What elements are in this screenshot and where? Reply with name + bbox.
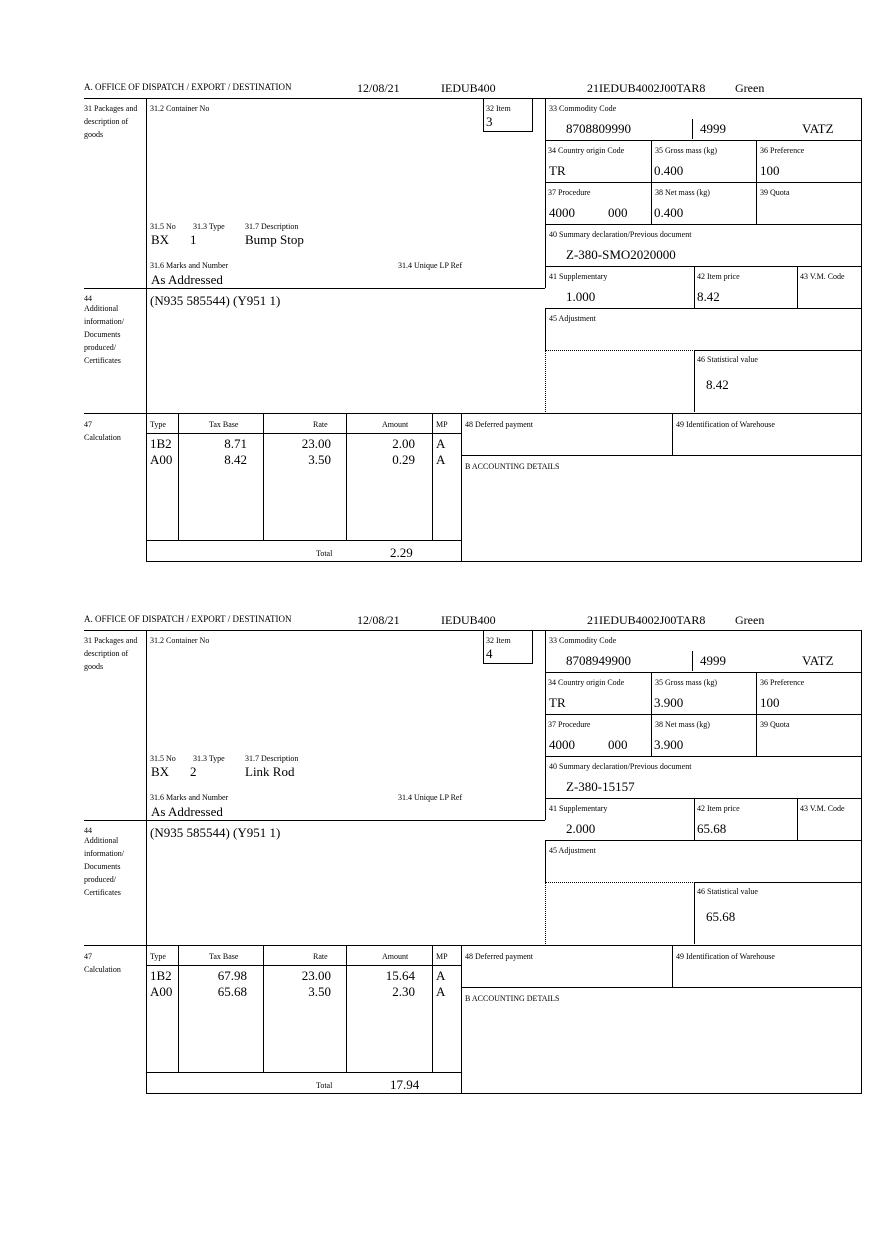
total-value: 17.94 [390, 1077, 420, 1092]
commodity-vat: VATZ [802, 121, 834, 136]
preference-label: 36 Preference [760, 146, 805, 155]
calc-mp-cell: A [436, 436, 446, 451]
calc-type-cell: A00 [150, 984, 173, 999]
calc-rate-cell: 23.00 [301, 436, 331, 451]
declaration-reference: 21IEDUB4002J00TAR8 [587, 613, 706, 627]
container-label: 31.2 Container No [150, 104, 210, 113]
pkg-type-label: 31.3 Type [193, 754, 225, 763]
net-mass-label: 38 Net mass (kg) [655, 720, 710, 729]
item-price-label: 42 Item price [697, 272, 740, 281]
item-label: 32 Item [486, 636, 511, 645]
item-label: 32 Item [486, 104, 511, 113]
status-badge: Green [735, 81, 765, 95]
unique-lp-label: 31.4 Unique LP Ref [398, 793, 463, 802]
procedure-label: 37 Procedure [548, 188, 591, 197]
statistical-label: 46 Statistical value [697, 887, 758, 896]
col-tax-base-header: Tax Base [209, 952, 239, 961]
office-header-label: A. OFFICE OF DISPATCH / EXPORT / DESTINATION [84, 614, 292, 624]
total-value: 2.29 [390, 545, 413, 560]
office-header-label: A. OFFICE OF DISPATCH / EXPORT / DESTINATION [84, 82, 292, 92]
statistical-label: 46 Statistical value [697, 355, 758, 364]
calc-tax-base-cell: 65.68 [217, 984, 247, 999]
office-code: IEDUB400 [441, 613, 496, 627]
gross-mass-value: 0.400 [654, 163, 684, 178]
calc-tax-base-cell: 8.71 [224, 436, 247, 451]
total-label: Total [316, 1081, 333, 1090]
summary-label: 40 Summary declaration/Previous document [549, 762, 692, 771]
supplementary-label: 41 Supplementary [549, 804, 608, 813]
calc-type-cell: 1B2 [150, 968, 172, 983]
commodity-additional: 4999 [700, 121, 726, 136]
status-badge: Green [735, 613, 765, 627]
commodity-code: 8708949900 [566, 653, 631, 668]
commodity-label: 33 Commodity Code [549, 104, 617, 113]
declaration-item-form [0, 532, 882, 1092]
commodity-vat: VATZ [802, 653, 834, 668]
statistical-value: 8.42 [706, 377, 729, 392]
calc-tax-base-cell: 8.42 [224, 452, 247, 467]
gross-mass-label: 35 Gross mass (kg) [655, 678, 717, 687]
adjustment-label: 45 Adjustment [549, 846, 596, 855]
calc-tax-base-cell: 67.98 [217, 968, 247, 983]
commodity-additional: 4999 [700, 653, 726, 668]
country-origin-value: TR [549, 695, 566, 710]
adjustment-label: 45 Adjustment [549, 314, 596, 323]
col-amount-header: Amount [382, 952, 409, 961]
procedure-value: 4000 [549, 205, 575, 220]
pkg-type-label: 31.3 Type [193, 222, 225, 231]
calc-rate-cell: 3.50 [308, 984, 331, 999]
marks-label: 31.6 Marks and Number [150, 261, 229, 270]
procedure-label: 37 Procedure [548, 720, 591, 729]
packages-label: 31 Packages and description of goods [84, 104, 138, 139]
pkg-desc-label: 31.7 Description [245, 222, 299, 231]
deferred-label: 48 Deferred payment [465, 420, 533, 429]
calc-amount-cell: 0.29 [392, 452, 415, 467]
gross-mass-label: 35 Gross mass (kg) [655, 146, 717, 155]
declaration-date: 12/08/21 [357, 613, 400, 627]
calc-mp-cell: A [436, 984, 446, 999]
deferred-label: 48 Deferred payment [465, 952, 533, 961]
calc-label: Calculation [84, 965, 121, 974]
calc-mp-cell: A [436, 968, 446, 983]
procedure-value: 4000 [549, 737, 575, 752]
item-price-value: 65.68 [697, 821, 727, 836]
net-mass-value: 0.400 [654, 205, 684, 220]
net-mass-label: 38 Net mass (kg) [655, 188, 710, 197]
procedure-additional: 000 [608, 737, 628, 752]
marks-value: As Addressed [151, 272, 223, 287]
accounting-label: B ACCOUNTING DETAILS [465, 994, 560, 1003]
calc-amount-cell: 2.30 [392, 984, 415, 999]
supplementary-value: 1.000 [566, 289, 596, 304]
calc-amount-cell: 2.00 [392, 436, 415, 451]
col-rate-header: Rate [313, 952, 328, 961]
pkg-no-value: BX [151, 764, 170, 779]
office-code: IEDUB400 [441, 81, 496, 95]
item-price-value: 8.42 [697, 289, 720, 304]
statistical-value: 65.68 [706, 909, 736, 924]
unique-lp-label: 31.4 Unique LP Ref [398, 261, 463, 270]
commodity-code: 8708809990 [566, 121, 631, 136]
calc-number: 47 [84, 952, 92, 961]
marks-value: As Addressed [151, 804, 223, 819]
preference-value: 100 [760, 163, 780, 178]
item-number: 4 [486, 646, 493, 661]
vm-code-label: 43 V.M. Code [800, 804, 845, 813]
supplementary-label: 41 Supplementary [549, 272, 608, 281]
calc-mp-cell: A [436, 452, 446, 467]
summary-document: Z-380-15157 [566, 779, 635, 794]
net-mass-value: 3.900 [654, 737, 684, 752]
calc-label: Calculation [84, 433, 121, 442]
country-origin-label: 34 Country origin Code [548, 146, 625, 155]
col-type-header: Type [150, 952, 166, 961]
pkg-type-value: 1 [190, 232, 197, 247]
supplementary-value: 2.000 [566, 821, 596, 836]
summary-label: 40 Summary declaration/Previous document [549, 230, 692, 239]
additional-number: 44 [84, 294, 92, 303]
summary-document: Z-380-SMO2020000 [566, 247, 676, 262]
warehouse-label: 49 Identification of Warehouse [676, 952, 775, 961]
col-tax-base-header: Tax Base [209, 420, 239, 429]
additional-number: 44 [84, 826, 92, 835]
col-amount-header: Amount [382, 420, 409, 429]
calc-rate-cell: 3.50 [308, 452, 331, 467]
pkg-no-value: BX [151, 232, 170, 247]
calc-amount-cell: 15.64 [385, 968, 415, 983]
col-mp-header: MP [436, 952, 448, 961]
additional-label: Additional information/ Documents produced/ Certificates [84, 304, 124, 365]
marks-label: 31.6 Marks and Number [150, 793, 229, 802]
preference-label: 36 Preference [760, 678, 805, 687]
pkg-type-value: 2 [190, 764, 197, 779]
gross-mass-value: 3.900 [654, 695, 684, 710]
col-type-header: Type [150, 420, 166, 429]
preference-value: 100 [760, 695, 780, 710]
pkg-desc-label: 31.7 Description [245, 754, 299, 763]
commodity-label: 33 Commodity Code [549, 636, 617, 645]
declaration-date: 12/08/21 [357, 81, 400, 95]
col-mp-header: MP [436, 420, 448, 429]
additional-info-value: (N935 585544) (Y951 1) [150, 825, 281, 840]
country-origin-label: 34 Country origin Code [548, 678, 625, 687]
additional-label: Additional information/ Documents produced/ Certificates [84, 836, 124, 897]
item-price-label: 42 Item price [697, 804, 740, 813]
item-number: 3 [486, 114, 493, 129]
pkg-desc-value: Bump Stop [245, 232, 304, 247]
vm-code-label: 43 V.M. Code [800, 272, 845, 281]
calc-rate-cell: 23.00 [301, 968, 331, 983]
calc-type-cell: A00 [150, 452, 173, 467]
accounting-label: B ACCOUNTING DETAILS [465, 462, 560, 471]
warehouse-label: 49 Identification of Warehouse [676, 420, 775, 429]
pkg-no-label: 31.5 No [150, 754, 176, 763]
col-rate-header: Rate [313, 420, 328, 429]
pkg-no-label: 31.5 No [150, 222, 176, 231]
declaration-item-form [0, 0, 882, 560]
quota-label: 39 Quota [760, 188, 790, 197]
procedure-additional: 000 [608, 205, 628, 220]
country-origin-value: TR [549, 163, 566, 178]
calc-type-cell: 1B2 [150, 436, 172, 451]
pkg-desc-value: Link Rod [245, 764, 295, 779]
quota-label: 39 Quota [760, 720, 790, 729]
additional-info-value: (N935 585544) (Y951 1) [150, 293, 281, 308]
calc-number: 47 [84, 420, 92, 429]
packages-label: 31 Packages and description of goods [84, 636, 138, 671]
total-label: Total [316, 549, 333, 558]
container-label: 31.2 Container No [150, 636, 210, 645]
declaration-reference: 21IEDUB4002J00TAR8 [587, 81, 706, 95]
